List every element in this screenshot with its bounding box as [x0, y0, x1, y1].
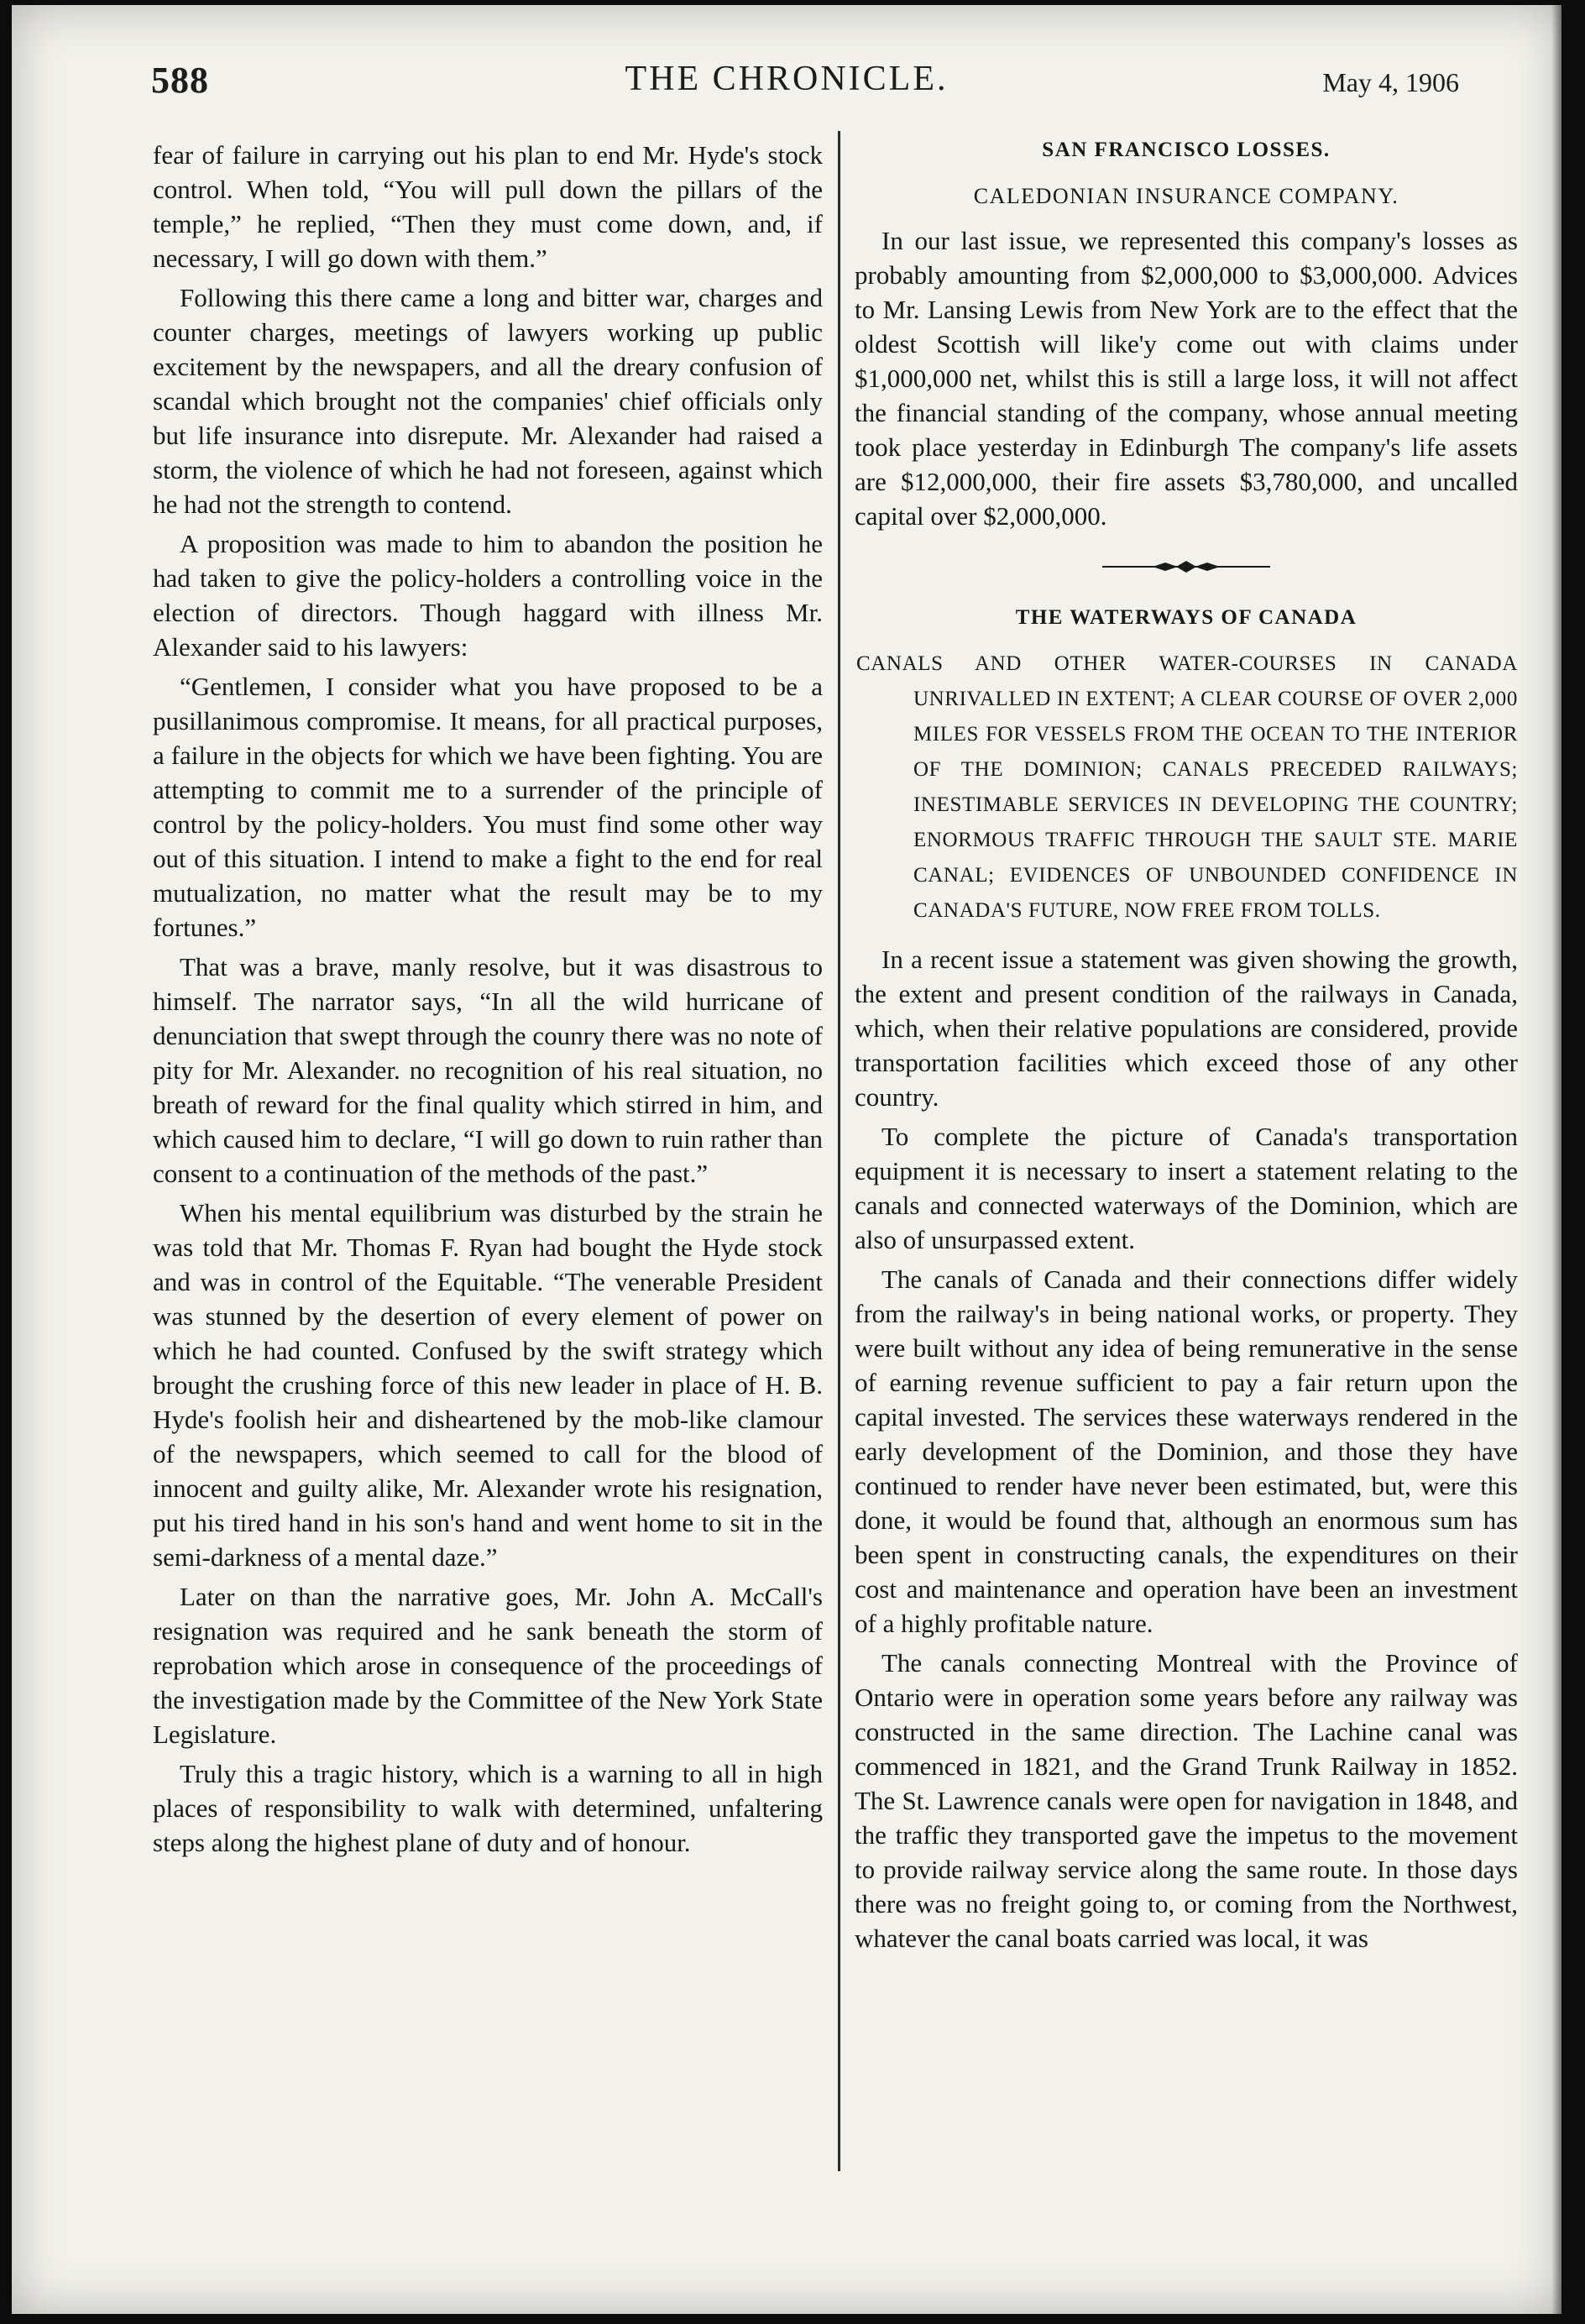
paragraph: fear of failure in carrying out his plan to end Mr. Hyde's stock control. When told, “You will pull down the pillars of the temple,” he replied, “Then they must come down, and, if necessary, I will go down with them.”	[153, 140, 823, 273]
paragraph: Following this there came a long and bitter war, charges and counter charges, meetings of lawyers working up public excitement by the newspapers, and all the dreary confusion of scandal which brought not the companies' chief officials only but life insurance into disrepute. Mr. Alexander had raised a storm, the violence of which he had not foreseen, against which he had not the strength to contend.	[153, 283, 823, 519]
paragraph: In our last issue, we represented this company's losses as probably amounting from $2,000,000 to $3,000,000. Advices to Mr. Lansing Lewis from New York are to the effect that the oldest Scottish will like'y come out with claims under $1,000,000 net, whilst this is still a large loss, it will not affect the financial standing of the company, whose annual meeting took place yesterday in Edinburgh The company's life assets are $12,000,000, their fire assets $3,780,000, and uncalled capital over $2,000,000.	[855, 226, 1518, 531]
paragraph: A proposition was made to him to abandon the position he had taken to give the policy-holders a controlling voice in the election of directors. Though haggard with illness Mr. Alexander said to his lawyers:	[153, 529, 823, 662]
article-deck: CANALS AND OTHER WATER-COURSES IN CANADA UNRIVALLED IN EXTENT; A CLEAR COURSE OF OVER 2,000 MILES FOR VESSELS FROM THE OCEAN TO THE INTERIOR OF THE DOMINION; CANALS PRECEDED RAILWAYS; INESTIMABLE SERVICES IN DEVELOPING THE COUNTRY; ENORMOUS TRAFFIC THROUGH THE SAULT STE. MARIE CANAL; EVIDENCES OF UNBOUNDED CONFIDENCE IN CANADA'S FUTURE, NOW FREE FROM TOLLS.	[856, 652, 1518, 922]
paragraph: In a recent issue a statement was given showing the growth, the extent and present condition of the railways in Canada, which, when their relative populations are considered, provide transportation facilities which exceed those of any other country.	[855, 945, 1518, 1112]
paragraph: Truly this a tragic history, which is a warning to all in high places of responsibility to walk with determined, unfaltering steps along the highest plane of duty and of honour.	[153, 1759, 823, 1857]
paragraph: When his mental equilibrium was disturbed by the strain he was told that Mr. Thomas F. Ryan had bought the Hyde stock and was in control of the Equitable. “The venerable President was stunned by the desertion of every element of power on which he had counted. Confused by the swift strategy which brought the crushing force of this new leader in place of H. B. Hyde's foolish heir and disheartened by the mob-like clamour of the newspapers, which seemed to call for the blood of innocent and guilty alike, Mr. Alexander wrote his resignation, put his tired hand in his son's hand and went home to sit in the semi-darkness of a mental daze.”	[153, 1198, 823, 1572]
ornament-rule-icon	[1102, 557, 1270, 577]
paragraph: That was a brave, manly resolve, but it was disastrous to himself. The narrator says, “In all the wild hurricane of denunciation that swept through the counry there was no note of pity for Mr. Alexander. no recognition of his real situation, no breath of reward for the final quality which stirred in him, and which caused him to declare, “I will go down to ruin rather than consent to a continuation of the methods of the past.”	[153, 952, 823, 1188]
page-shadow-edge	[1551, 5, 1561, 2314]
page-header	[12, 47, 1561, 114]
paragraph: Later on than the narrative goes, Mr. John A. McCall's resignation was required and he sank beneath the storm of reprobation which arose in consequence of the proceedings of the investigation made by the Committee of the New York State Legislature.	[153, 1582, 823, 1749]
article-headline: THE WATERWAYS OF CANADA	[1015, 606, 1357, 629]
paragraph: The canals of Canada and their connections differ widely from the railway's in being national works, or property. They were built without any idea of being remunerative in the sense of earning revenue sufficient to pay a fair return upon the capital invested. The services these waterways rendered in the early development of the Dominion, and those they have continued to render have never been estimated, but, were this done, it would be found that, although an enormous sum has been spent in constructing canals, the expenditures on their cost and maintenance and operation have been an investment of a highly profitable nature.	[855, 1264, 1518, 1638]
paragraph: The canals connecting Montreal with the Province of Ontario were in operation some years before any railway was constructed in the same direction. The Lachine canal was commenced in 1821, and the Grand Trunk Railway in 1852. The St. Lawrence canals were open for navigation in 1848, and the traffic they transported gave the impetus to the movement to provide railway service along the same route. In those days there was no freight going to, or coming from the Northwest, whatever the canal boats carried was local, it was	[855, 1648, 1518, 1953]
paragraph: To complete the picture of Canada's transportation equipment it is necessary to insert a statement relating to the canals and connected waterways of the Dominion, which are also of unsurpassed extent.	[855, 1122, 1518, 1254]
page-number: 588	[151, 60, 209, 101]
ornament-divider	[855, 557, 1518, 587]
column-divider	[838, 131, 840, 2171]
issue-date: May 4, 1906	[1322, 67, 1459, 97]
article-subhead: CALEDONIAN INSURANCE COMPANY.	[973, 184, 1399, 208]
right-column	[855, 133, 1518, 1960]
left-column	[153, 138, 823, 1865]
article-headline: SAN FRANCISCO LOSSES.	[1042, 139, 1331, 161]
newspaper-page	[12, 5, 1561, 2314]
paragraph: “Gentlemen, I consider what you have proposed to be a pusillanimous compromise. It means, for all practical purposes, a failure in the objects for which we have been fighting. You are attempting to commit me to a surrender of the principle of control by the policy-holders. You must find some other way out of this situation. I intend to make a fight to the end for real mutualization, no matter what the result may be to my fortunes.”	[153, 672, 823, 942]
running-head: THE CHRONICLE.	[625, 60, 949, 98]
